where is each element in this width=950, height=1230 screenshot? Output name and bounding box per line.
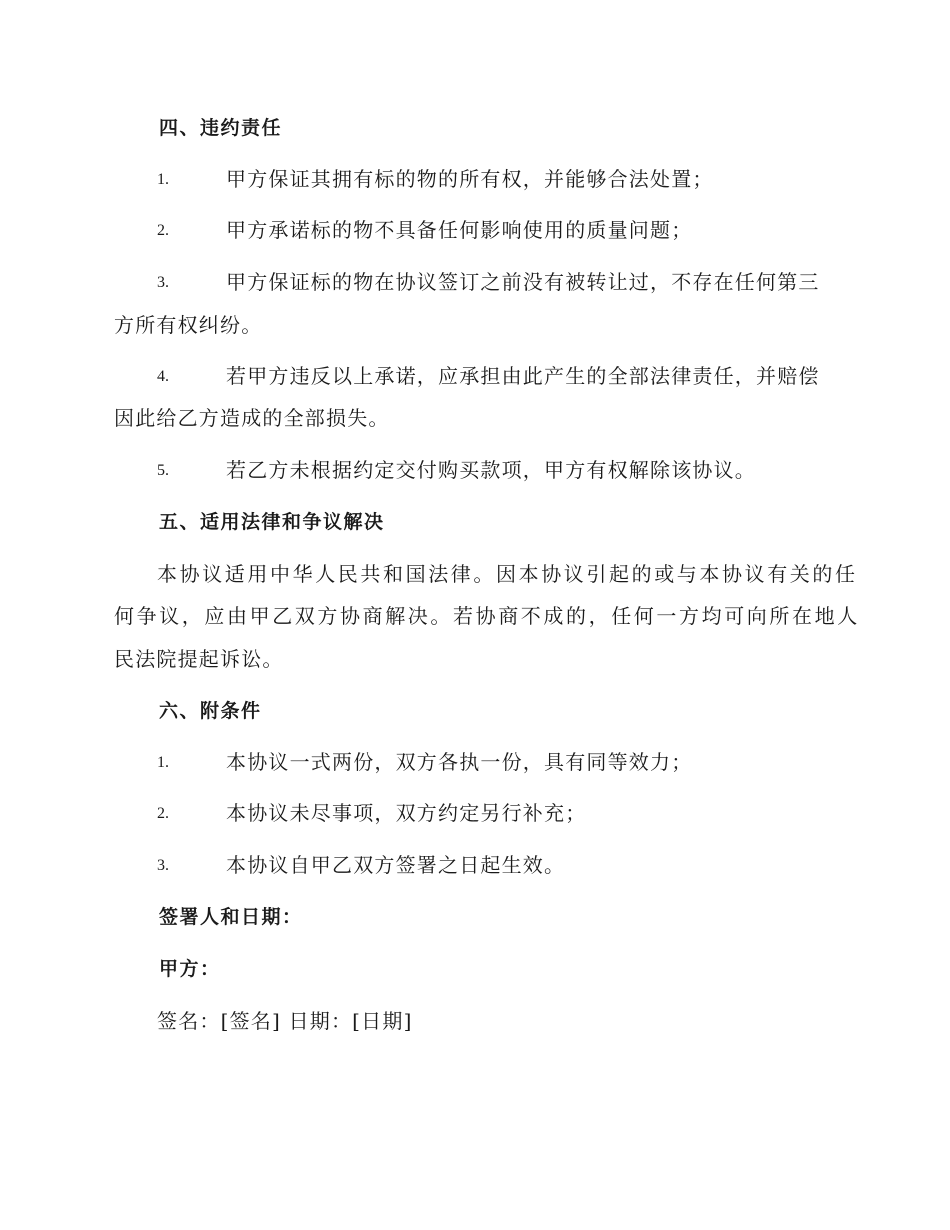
list-item-text: 本协议一式两份，双方各执一份，具有同等效力； — [226, 750, 693, 774]
list-item-number: 3. — [157, 274, 169, 291]
paragraph-line: 本协议适用中华人民共和国法律。因本协议引起的或与本协议有关的任 — [157, 562, 858, 586]
list-item-number: 4. — [157, 368, 169, 385]
list-item-number: 5. — [157, 462, 169, 479]
list-item-text: 若乙方未根据约定交付购买款项，甲方有权解除该协议。 — [226, 458, 756, 482]
section-heading-conditions: 六、附条件 — [159, 700, 262, 722]
list-item-text: 若甲方违反以上承诺，应承担由此产生的全部法律责任，并赔偿 — [226, 364, 820, 388]
signature-heading: 签署人和日期： — [159, 906, 303, 928]
list-item-text: 本协议未尽事项，双方约定另行补充； — [226, 801, 587, 825]
list-item-number: 2. — [157, 222, 169, 239]
list-item-number: 3. — [157, 857, 169, 874]
list-item-continuation: 因此给乙方造成的全部损失。 — [114, 406, 390, 430]
list-item-number: 1. — [157, 754, 169, 771]
section-heading-breach: 四、违约责任 — [159, 117, 283, 139]
list-item-continuation: 方所有权纠纷。 — [114, 313, 263, 337]
list-item-text: 甲方保证其拥有标的物的所有权，并能够合法处置； — [226, 167, 714, 191]
signature-line: 签名：[签名] 日期：[日期] — [157, 1009, 413, 1033]
list-item-text: 甲方保证标的物在协议签订之前没有被转让过，不存在任何第三 — [226, 270, 820, 294]
section-heading-law: 五、适用法律和争议解决 — [159, 511, 385, 533]
list-item-number: 1. — [157, 171, 169, 188]
paragraph-line: 民法院提起诉讼。 — [114, 647, 284, 671]
paragraph-line: 何争议，应由甲乙双方协商解决。若协商不成的，任何一方均可向所在地人 — [114, 604, 860, 628]
signature-party-label: 甲方： — [159, 958, 221, 980]
list-item-text: 本协议自甲乙双方签署之日起生效。 — [226, 853, 566, 877]
list-item-number: 2. — [157, 805, 169, 822]
list-item-text: 甲方承诺标的物不具备任何影响使用的质量问题； — [226, 218, 693, 242]
